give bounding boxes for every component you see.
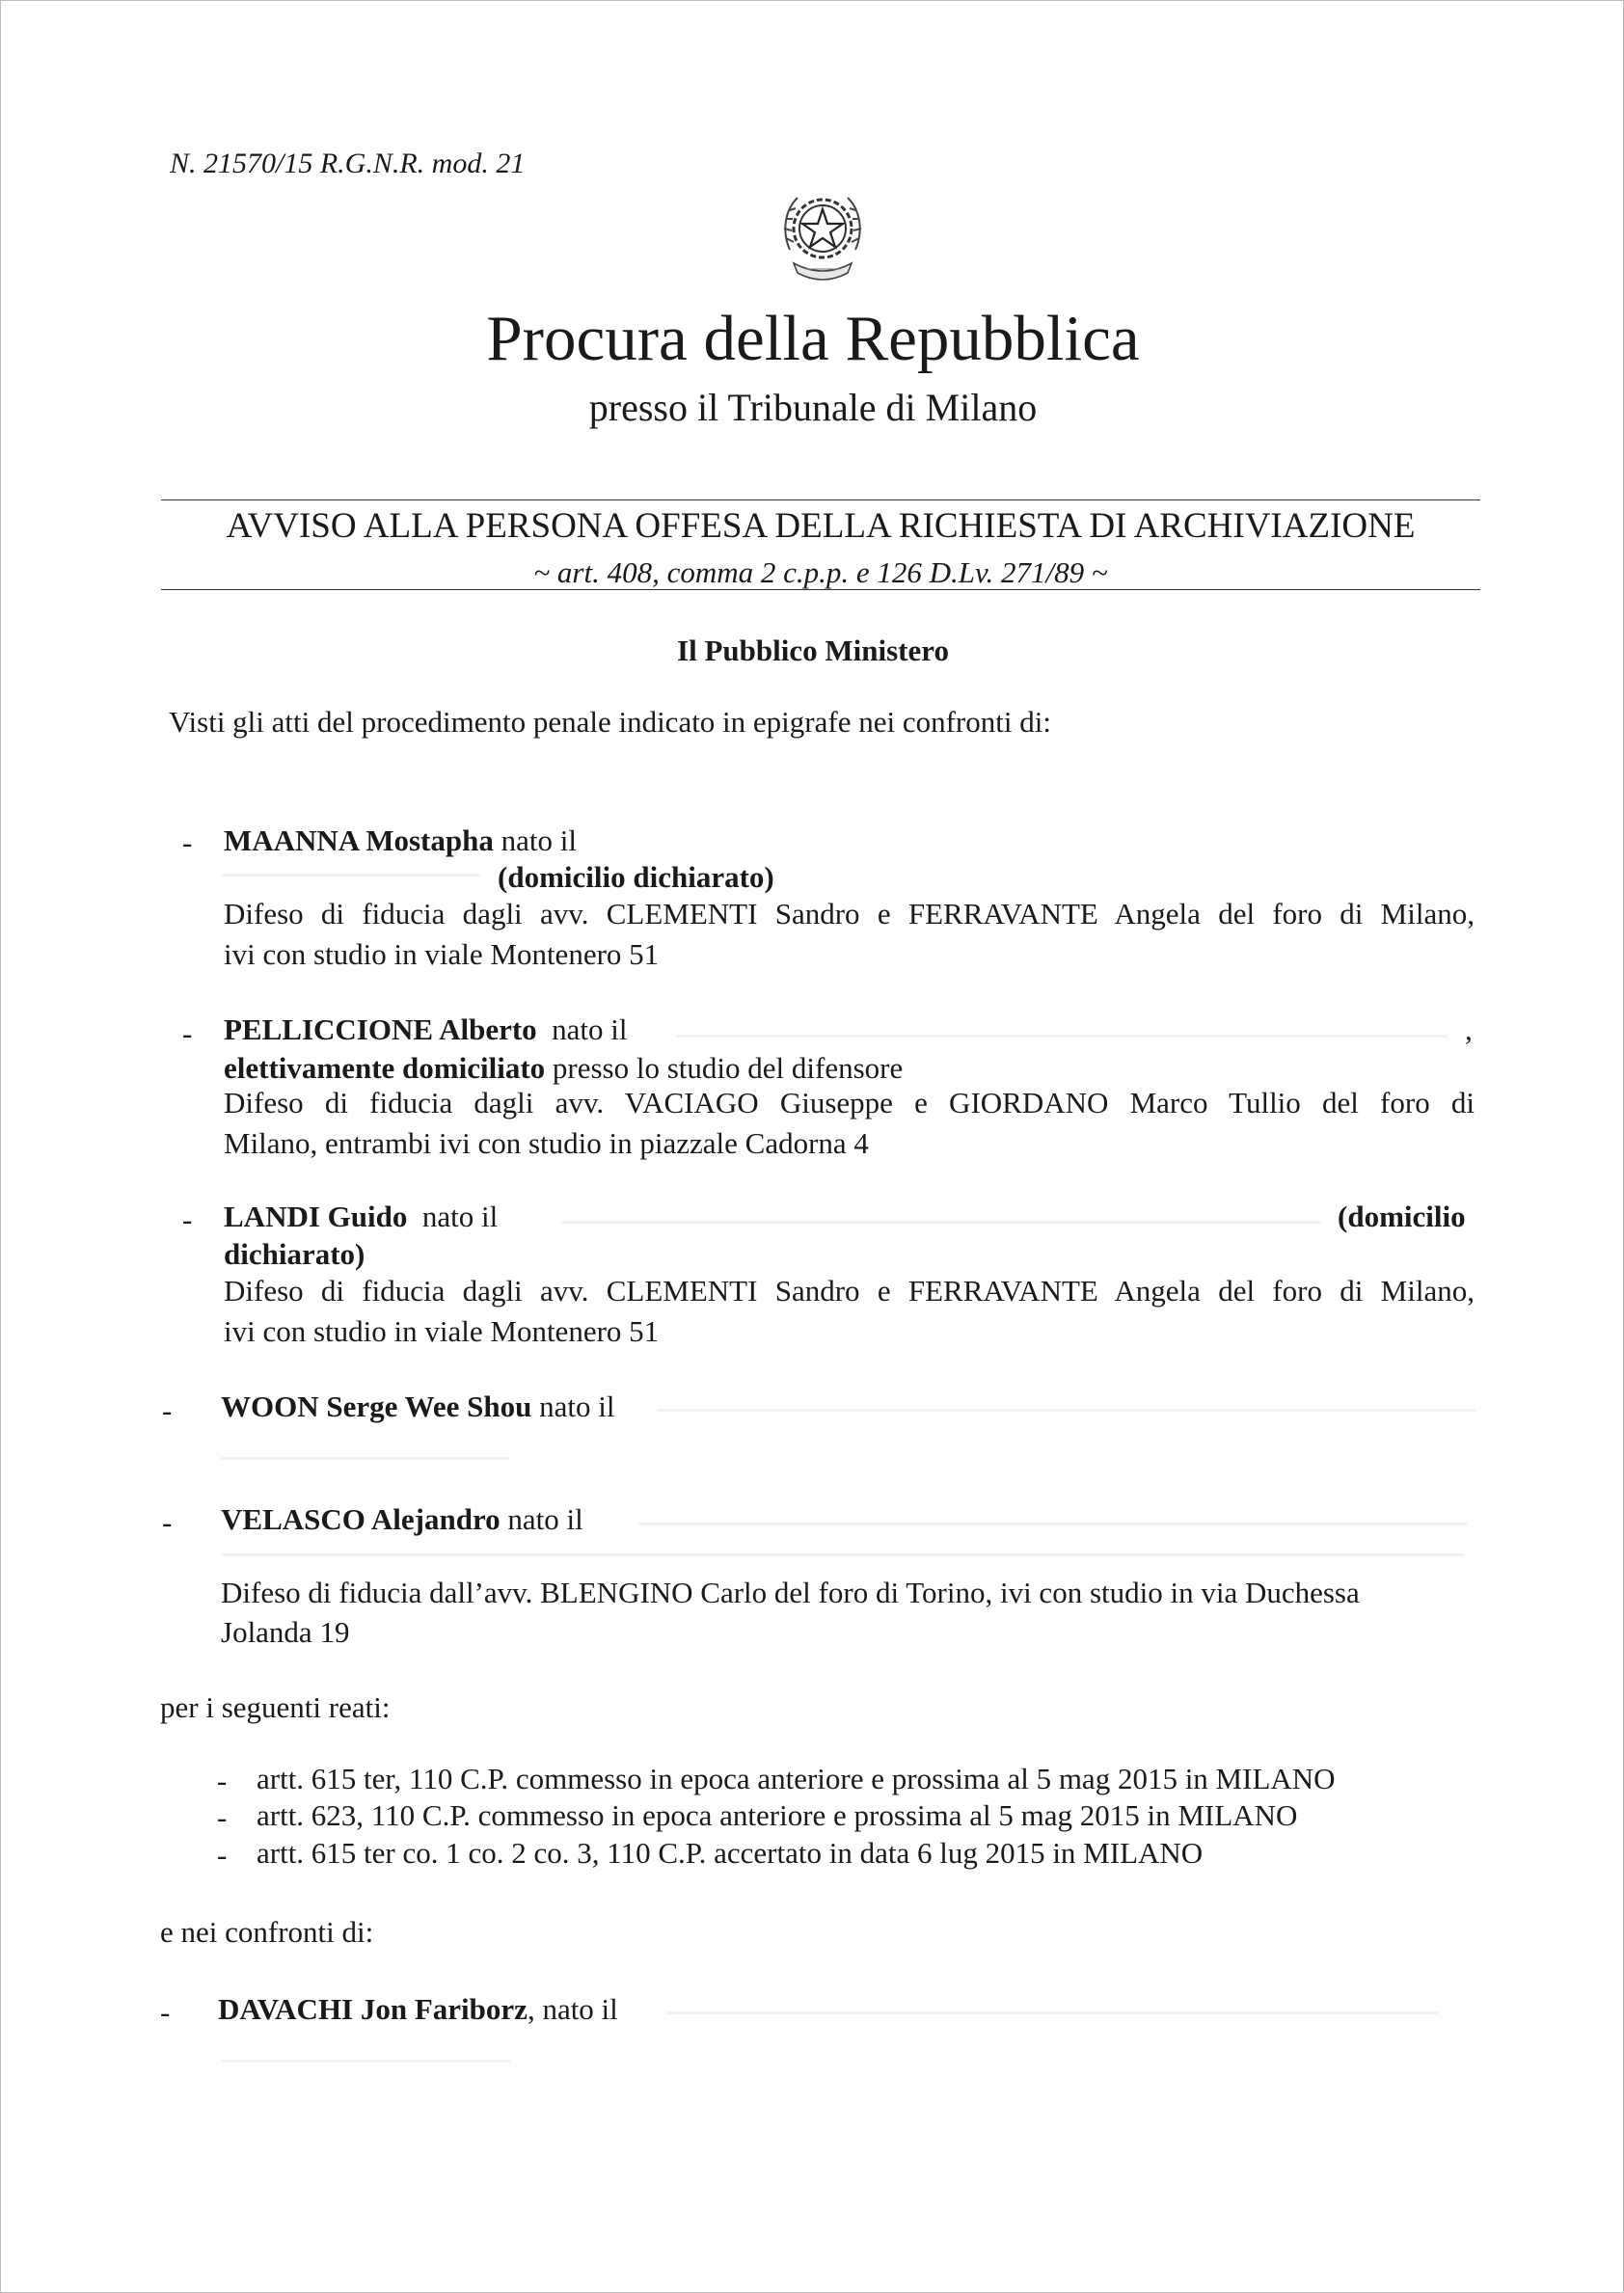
birth-label: nato il [493, 823, 577, 857]
list-dash: - [182, 1202, 193, 1236]
domicile-rest: presso lo studio del difensore [545, 1051, 904, 1085]
list-dash: - [217, 1800, 228, 1834]
lawyer-address: Milano, entrambi ivi con studio in piazzale Cadorna 4 [224, 1126, 869, 1160]
lawyer-address: ivi con studio in viale Montenero 51 [224, 1314, 660, 1348]
list-dash: - [217, 1764, 228, 1797]
lawyer-line: Difeso di fiducia dagli avv. VACIAGO Giuseppe e GIORDANO Marco Tullio del foro di [224, 1086, 1475, 1120]
redaction-mark [666, 2011, 1438, 2014]
redaction-mark [657, 1409, 1476, 1412]
defendant-name: WOON Serge Wee Shou [221, 1389, 532, 1423]
protocol-number: N. 21570/15 R.G.N.R. mod. 21 [170, 148, 526, 179]
domicile [498, 860, 774, 895]
lawyer-line: Difeso di fiducia dall’avv. BLENGINO Carlo del foro di Torino, ivi con studio in via Duchessa [221, 1576, 1360, 1609]
defendant-name-line [221, 1389, 614, 1424]
redaction-mark [221, 1457, 510, 1460]
defendant-name-line [221, 1502, 583, 1537]
redaction-mark [221, 1553, 1465, 1556]
lawyer-address: ivi con studio in viale Montenero 51 [224, 937, 660, 971]
crime-item: artt. 615 ter, 110 C.P. commesso in epoca anteriore e prossima al 5 mag 2015 in MILANO [257, 1762, 1336, 1795]
office-title: Procura della Repubblica [486, 303, 1140, 374]
defendant-name: DAVACHI Jon Fariborz [218, 1992, 528, 2026]
list-dash: - [162, 1505, 173, 1539]
list-dash: - [217, 1838, 228, 1872]
list-dash: - [160, 1995, 171, 2029]
defendant-name: MAANNA Mostapha [224, 823, 494, 857]
defendant-name-line [224, 1200, 498, 1234]
notice-title: AVVISO ALLA PERSONA OFFESA DELLA RICHIESTA DI ARCHIVIAZIONE [226, 506, 1416, 546]
crimes-intro: per i seguenti reati: [160, 1690, 391, 1724]
italian-republic-emblem-icon [776, 182, 869, 290]
lawyer-line: Difeso di fiducia dagli avv. CLEMENTI Sandro e FERRAVANTE Angela del foro di Milano, [224, 897, 1475, 931]
divider [161, 499, 1480, 500]
crime-item: artt. 615 ter co. 1 co. 2 co. 3, 110 C.P. accertato in data 6 lug 2015 in MILANO [257, 1836, 1204, 1870]
trailing-comma: , [1465, 1012, 1473, 1046]
crime-item: artt. 623, 110 C.P. commesso in epoca anteriore e prossima al 5 mag 2015 in MILANO [257, 1798, 1298, 1832]
office-subtitle: presso il Tribunale di Milano [588, 386, 1038, 429]
redaction-mark [637, 1523, 1467, 1525]
list-dash: - [182, 825, 193, 859]
defendant-name: VELASCO Alejandro [221, 1502, 501, 1536]
domicile-bold: elettivamente domiciliato [224, 1051, 546, 1085]
second-intro: e nei confronti di: [160, 1915, 374, 1949]
domicile-text: (domicilio dichiarato) [498, 860, 774, 894]
pm-heading: Il Pubblico Ministero [677, 634, 949, 667]
defendant-name-line [218, 1992, 618, 2027]
redaction-mark [221, 874, 481, 877]
domicile [224, 1051, 903, 1086]
defendant-name: LANDI Guido [224, 1200, 408, 1233]
birth-label: nato il [500, 1502, 583, 1536]
defendant-name-line [224, 1012, 628, 1047]
birth-label: nato il [531, 1389, 615, 1423]
intro-text: Visti gli atti del procedimento penale indicato in epigrafe nei confronti di: [169, 705, 1051, 739]
domicile-text: dichiarato) [224, 1237, 365, 1271]
redaction-mark [676, 1035, 1448, 1038]
lawyer-line: Difeso di fiducia dagli avv. CLEMENTI Sandro e FERRAVANTE Angela del foro di Milano, [224, 1274, 1475, 1308]
list-dash: - [162, 1393, 173, 1427]
divider [161, 589, 1480, 590]
birth-label: nato il [421, 1200, 499, 1233]
redaction-mark [221, 2060, 510, 2063]
lawyer-address: Jolanda 19 [221, 1615, 350, 1649]
defendant-name-line [224, 823, 577, 858]
domicile-part1 [1338, 1200, 1466, 1234]
domicile-part2 [224, 1237, 365, 1272]
birth-label: nato il [552, 1012, 628, 1046]
list-dash: - [182, 1016, 193, 1050]
notice-reference: ~ art. 408, comma 2 c.p.p. e 126 D.Lv. 271/89 ~ [533, 555, 1108, 589]
domicile-text: (domicilio [1338, 1200, 1466, 1233]
redaction-mark [560, 1221, 1322, 1224]
birth-label: , nato il [527, 1992, 618, 2026]
defendant-name: PELLICCIONE Alberto [224, 1012, 537, 1046]
